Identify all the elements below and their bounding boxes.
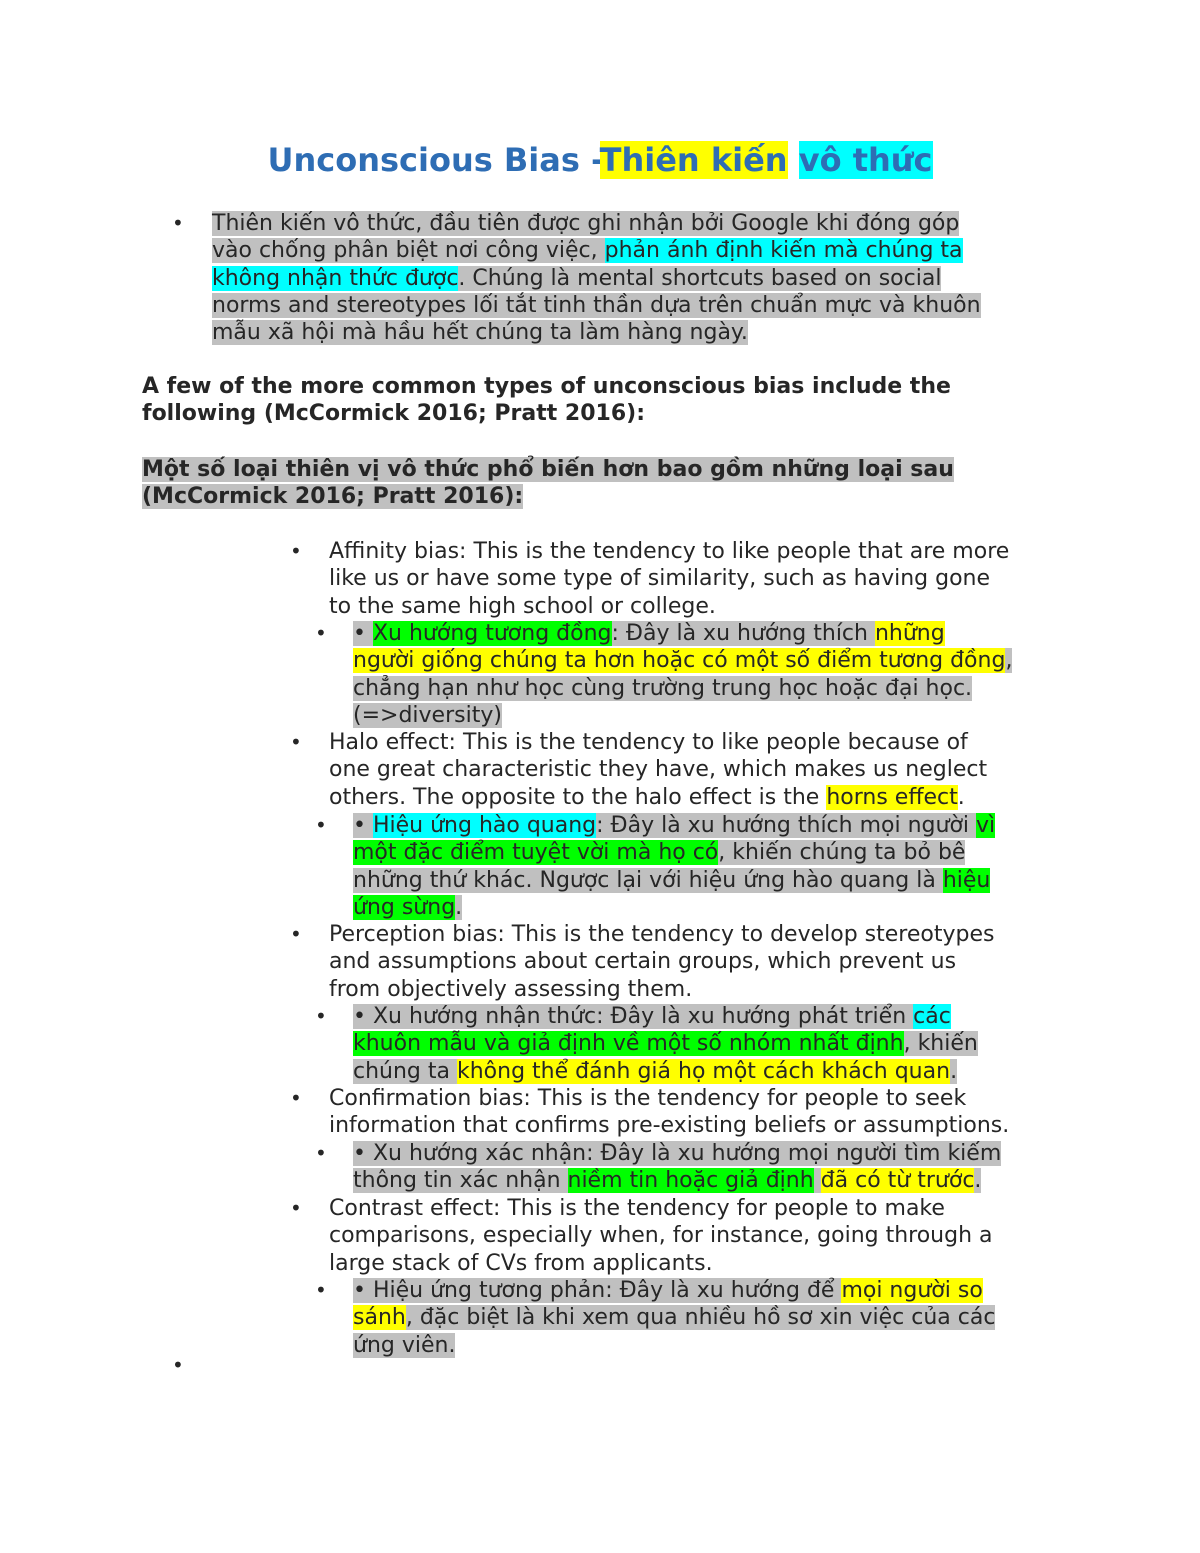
list-bullet: • — [290, 1196, 302, 1220]
item-line: Affinity bias: This is the tendency to like people that are more — [329, 539, 1010, 564]
heading-line: Một số loại thiên vị vô thức phổ biến hơn bao gồm những loại sau — [142, 457, 954, 482]
heading-english — [142, 373, 951, 428]
intro-highlight: phản ánh định kiến mà chúng ta — [604, 238, 963, 264]
list-bullet: • — [290, 922, 302, 946]
item-highlight: hiệu — [942, 867, 991, 893]
intro-line: vào chống phân biệt nơi công việc, — [212, 238, 605, 264]
list-item-contrast-vi — [353, 1277, 995, 1359]
item-line: : Đây là xu hướng thích — [611, 621, 875, 646]
intro-line: Thiên kiến vô thức, đầu tiên được ghi nhận bởi Google khi đóng góp — [212, 211, 960, 236]
item-line: (=>diversity) — [353, 702, 502, 728]
sub-bullet: • — [315, 1141, 327, 1165]
item-line: . — [950, 1058, 958, 1084]
item-highlight: niềm tin hoặc giả định — [567, 1168, 814, 1194]
sub-bullet: • — [315, 1278, 327, 1302]
item-highlight: vì — [976, 813, 996, 838]
item-line: • — [353, 621, 373, 646]
item-highlight: horns effect — [826, 784, 958, 810]
item-line: • — [353, 813, 373, 838]
list-bullet: • — [290, 539, 302, 563]
item-line: , khiến — [903, 1031, 978, 1057]
item-line: , đặc biệt là khi xem qua nhiều hồ sơ xin việc của các — [405, 1305, 996, 1331]
heading-line: (McCormick 2016; Pratt 2016): — [142, 484, 524, 510]
item-line: others. The opposite to the halo effect is the — [329, 784, 827, 810]
title-vietnamese-2: vô thức — [798, 141, 933, 179]
list-bullet: • — [290, 1086, 302, 1110]
list-item-perception-en — [329, 921, 994, 1003]
sub-bullet: • — [315, 621, 327, 645]
item-line: ứng viên. — [353, 1332, 456, 1358]
item-line: • Xu hướng nhận thức: Đây là xu hướng phát triển — [353, 1004, 914, 1029]
item-line: and assumptions about certain groups, which prevent us — [329, 949, 957, 975]
list-item-confirmation-en — [329, 1085, 1009, 1140]
item-highlight: người giống chúng ta hơn hoặc có một số điểm tương đồng — [353, 648, 1006, 674]
intro-line: mẫu xã hội mà hầu hết chúng ta làm hàng ngày. — [212, 320, 748, 346]
item-line: thông tin xác nhận — [353, 1168, 568, 1194]
item-line: • Hiệu ứng tương phản: Đây là xu hướng để — [353, 1278, 842, 1303]
item-highlight: Xu hướng tương đồng — [372, 621, 612, 646]
item-highlight: mọi người so — [841, 1278, 983, 1303]
sub-bullet: • — [315, 813, 327, 837]
list-item-contrast-en — [329, 1195, 993, 1277]
list-item-affinity-vi — [353, 620, 1012, 729]
item-line: Halo effect: This is the tendency to like people because of — [329, 730, 968, 755]
item-highlight: một đặc điểm tuyệt vời mà họ có — [353, 840, 719, 866]
list-item-perception-vi — [353, 1003, 978, 1085]
list-item-halo-en — [329, 729, 987, 811]
heading-line: A few of the more common types of unconscious bias include the — [142, 374, 951, 399]
item-line: one great characteristic they have, which makes us neglect — [329, 757, 988, 783]
item-line: chẳng hạn như học cùng trường trung học hoặc đại học. — [353, 675, 973, 701]
item-highlight: Hiệu ứng hào quang — [372, 813, 597, 838]
sub-bullet: • — [315, 1004, 327, 1028]
intro-line: . Chúng là mental shortcuts based on social — [458, 265, 942, 291]
item-line: , — [1005, 648, 1013, 674]
item-line: large stack of CVs from applicants. — [329, 1250, 713, 1276]
item-line: comparisons, especially when, for instance, going through a — [329, 1223, 993, 1249]
title-space — [788, 141, 799, 179]
item-line: Perception bias: This is the tendency to develop stereotypes — [329, 922, 995, 947]
item-highlight: những — [874, 621, 945, 646]
item-highlight: không thể đánh giá họ một cách khách quan — [456, 1058, 951, 1084]
item-line: , khiến chúng ta bỏ bê — [718, 840, 966, 866]
item-line: to the same high school or college. — [329, 593, 716, 619]
item-highlight: đã có từ trước — [820, 1168, 975, 1194]
item-line: from objectively assessing them. — [329, 976, 693, 1002]
intro-paragraph — [212, 210, 981, 346]
list-bullet: • — [290, 730, 302, 754]
item-line: chúng ta — [353, 1058, 457, 1084]
title-english: Unconscious Bias - — [267, 141, 600, 179]
empty-bullet: • — [172, 1353, 184, 1377]
intro-line: norms and stereotypes lối tắt tinh thần dựa trên chuẩn mực và khuôn — [212, 292, 981, 318]
list-item-affinity-en — [329, 538, 1009, 620]
page-title — [0, 138, 1200, 182]
item-line: Contrast effect: This is the tendency for people to make — [329, 1196, 945, 1221]
title-vietnamese-1: Thiên kiến — [599, 141, 788, 179]
item-highlight: các — [913, 1004, 951, 1029]
item-line: Confirmation bias: This is the tendency for people to seek — [329, 1086, 967, 1111]
item-line: . — [974, 1168, 982, 1194]
item-highlight: sánh — [353, 1305, 406, 1331]
item-line: những thứ khác. Ngược lại với hiệu ứng hào quang là — [353, 867, 943, 893]
item-line: like us or have some type of similarity, such as having gone — [329, 566, 991, 592]
item-line: information that confirms pre-existing beliefs or assumptions. — [329, 1113, 1010, 1139]
item-line: : Đây là xu hướng thích mọi người — [596, 813, 977, 838]
item-line: • Xu hướng xác nhận: Đây là xu hướng mọi người tìm kiếm — [353, 1141, 1002, 1166]
item-highlight: ứng sừng — [353, 894, 456, 920]
item-line: . — [957, 784, 965, 810]
list-item-halo-vi — [353, 812, 995, 921]
heading-line: following (McCormick 2016; Pratt 2016): — [142, 401, 645, 427]
intro-highlight: không nhận thức được — [212, 265, 459, 291]
heading-vietnamese — [142, 456, 954, 511]
intro-bullet: • — [172, 211, 184, 235]
item-highlight: khuôn mẫu và giả định về một số nhóm nhất định — [353, 1031, 904, 1057]
item-line — [814, 1168, 821, 1193]
item-line: . — [455, 894, 463, 920]
list-item-confirmation-vi — [353, 1140, 1001, 1195]
